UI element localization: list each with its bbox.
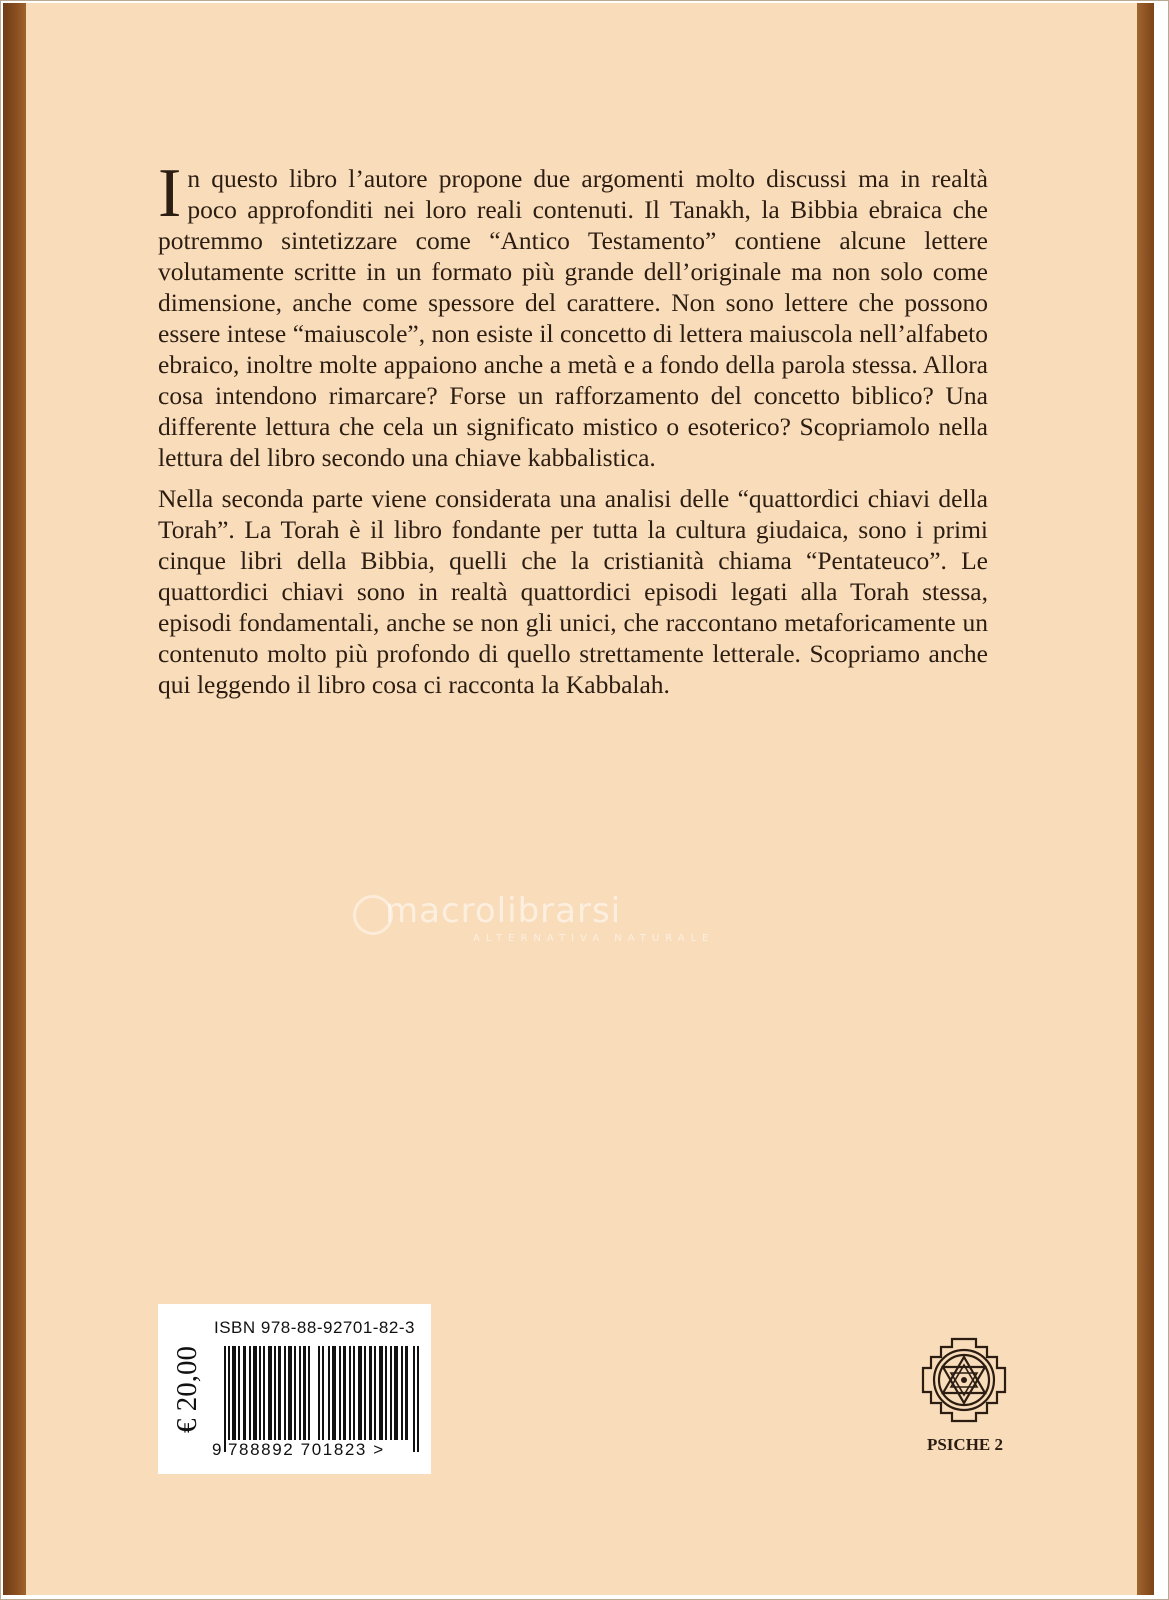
drop-cap: I bbox=[158, 155, 182, 232]
barcode-label bbox=[158, 1304, 431, 1474]
price-tag bbox=[166, 1304, 208, 1474]
blurb-paragraph-1-text: n questo libro l’autore propone due argomenti molto discussi ma in realtà poco approfonditi nei loro reali contenuti. Il Tanakh, la Bibbia ebraica che potremmo sintetizzare come “Antico Testamento” contiene alcune lettere volutamente scritte in un formato più grande dell’originale ma non solo come dimensione, anche come spessore del carattere. Non sono lettere che possono essere intese “maiuscole”, non esiste il concetto di lettera maiuscola nell’alfabeto ebraico, inoltre molte appaiono anche a metà e a fondo della parola stessa. Allora cosa intendono rimarcare? Forse un rafforzamento del concetto biblico? Una differente lettura che cela un significato mistico o esoterico? Scopriamolo nella lettura del libro secondo una chiave kabbalistica. bbox=[158, 164, 988, 472]
blurb-paragraph-1 bbox=[158, 155, 988, 473]
isbn-text: ISBN 978-88-92701-82-3 bbox=[214, 1318, 415, 1337]
cover-edge-right bbox=[1137, 3, 1154, 1595]
ean-first-digit: 9 bbox=[212, 1440, 222, 1459]
sri-yantra-icon bbox=[919, 1335, 1009, 1425]
blurb-text bbox=[158, 155, 988, 710]
publisher-name: PSICHE 2 bbox=[926, 1435, 1004, 1454]
ean-digits: 788892 701823 > bbox=[228, 1440, 385, 1459]
cover-edge-left bbox=[3, 3, 26, 1595]
book-back-cover bbox=[3, 3, 1154, 1595]
watermark-text: macrolibrarsi bbox=[385, 891, 622, 931]
watermark-subtext: ALTERNATIVA NATURALE bbox=[473, 933, 715, 944]
watermark-logo-icon bbox=[353, 895, 393, 935]
price-text: € 20,00 bbox=[170, 1345, 203, 1433]
barcode-icon bbox=[224, 1346, 421, 1452]
blurb-paragraph-2: Nella seconda parte viene considerata una analisi delle “quattordici chiavi della Torah”. La Torah è il libro fondante per tutta la cultura giudaica, sono i primi cinque libri della Bibbia, quelli che la cristianità chiama “Pentateuco”. Le quattordici chiavi sono in realtà quattordici episodi legati alla Torah stessa, episodi fondamentali, anche se non gli unici, che raccontano metaforicamente un contenuto molto più profondo di quello strettamente letterale. Scopriamo anche qui leggendo il libro cosa ci racconta la Kabbalah. bbox=[158, 484, 988, 699]
